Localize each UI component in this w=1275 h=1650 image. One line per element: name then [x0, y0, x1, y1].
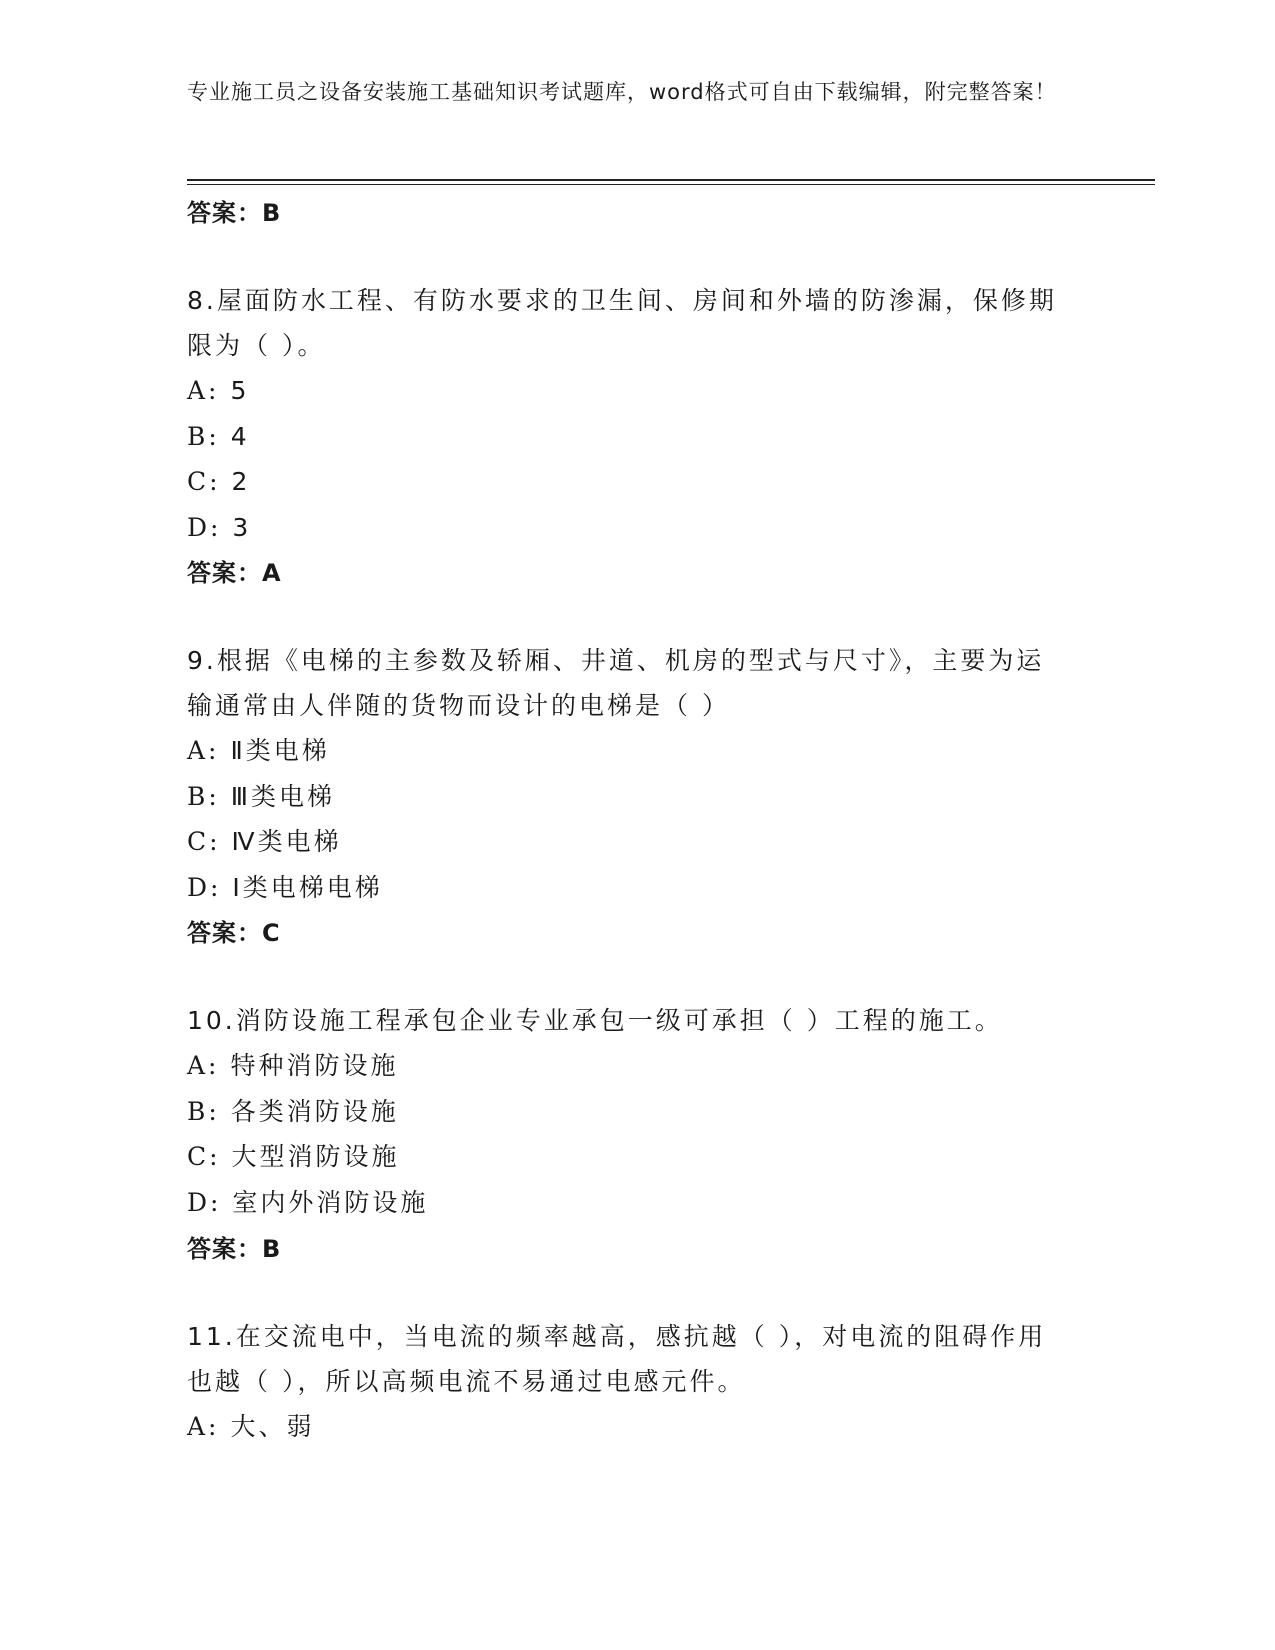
- option-text: Ⅲ类电梯: [230, 781, 335, 811]
- answer-label: 答案：A: [187, 559, 282, 587]
- option-letter: C:: [187, 467, 221, 496]
- option-text: Ⅱ类电梯: [230, 736, 330, 765]
- header-divider: [187, 179, 1155, 181]
- question-10: [187, 998, 1067, 1225]
- option-letter: A:: [187, 376, 220, 405]
- option-text: 大型消防设施: [231, 1142, 400, 1171]
- page-header: 专业施工员之设备安装施工基础知识考试题库，word格式可自由下载编辑，附完整答案！: [187, 80, 1057, 104]
- option-d: [187, 505, 1067, 551]
- option-a: [187, 1043, 1067, 1089]
- question-stem: 11.在交流电中，当电流的频率越高，感抗越（ ），对电流的阻碍作用也越（ ），所以高频电流不易通过电感元件。: [187, 1322, 1047, 1396]
- option-letter: A:: [187, 736, 220, 765]
- option-letter: B:: [187, 421, 220, 451]
- answer-label: 答案：B: [187, 199, 282, 227]
- option-letter: D:: [187, 1187, 222, 1217]
- question-9: [187, 638, 1067, 910]
- option-text: 4: [230, 421, 250, 451]
- answer-label: 答案：B: [187, 1235, 282, 1263]
- option-text: 室内外消防设施: [232, 1187, 429, 1217]
- option-text: 3: [232, 512, 252, 542]
- option-letter: C:: [187, 1142, 221, 1171]
- question-stem: 8.屋面防水工程、有防水要求的卫生间、房间和外墙的防渗漏，保修期限为（ ）。: [187, 286, 1057, 360]
- option-a: [187, 368, 1067, 414]
- option-b: [187, 1089, 1067, 1135]
- question-stem: 10.消防设施工程承包企业专业承包一级可承担（ ）工程的施工。: [187, 1006, 1003, 1035]
- option-text: 各类消防设施: [230, 1096, 399, 1126]
- option-letter: A:: [187, 1051, 220, 1080]
- option-letter: A:: [187, 1412, 220, 1441]
- option-text: 特种消防设施: [230, 1051, 399, 1080]
- option-d: [187, 1180, 1067, 1226]
- question-8: [187, 278, 1067, 550]
- option-letter: C:: [187, 827, 221, 856]
- option-letter: B:: [187, 1096, 220, 1126]
- option-text: Ⅰ类电梯电梯: [232, 872, 383, 902]
- question-11: [187, 1314, 1067, 1450]
- option-a: [187, 728, 1067, 774]
- option-text: 大、弱: [230, 1412, 315, 1441]
- option-text: 5: [230, 376, 250, 405]
- option-text: Ⅳ类电梯: [231, 827, 342, 856]
- option-letter: B:: [187, 781, 220, 811]
- option-b: [187, 414, 1067, 460]
- option-letter: D:: [187, 512, 222, 542]
- option-text: 2: [231, 467, 251, 496]
- option-c: [187, 1134, 1067, 1180]
- option-letter: D:: [187, 872, 222, 902]
- option-a: [187, 1404, 1067, 1450]
- question-stem: 9.根据《电梯的主参数及轿厢、井道、机房的型式与尺寸》，主要为运输通常由人伴随的货物而设计的电梯是（ ）: [187, 646, 1045, 720]
- header-divider-thin: [187, 184, 1155, 185]
- option-d: [187, 865, 1067, 911]
- option-b: [187, 774, 1067, 820]
- option-c: [187, 459, 1067, 505]
- option-c: [187, 819, 1067, 865]
- answer-label: 答案：C: [187, 919, 281, 947]
